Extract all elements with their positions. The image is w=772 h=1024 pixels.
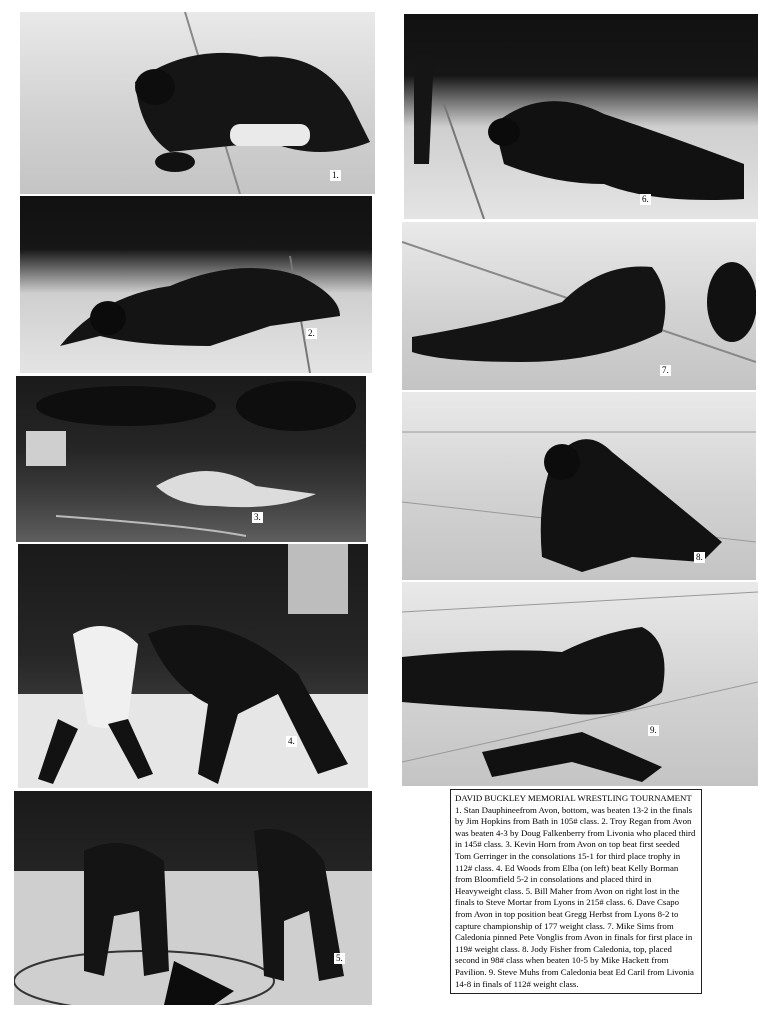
photo-1: [20, 12, 375, 194]
photo-number: 3.: [254, 512, 261, 522]
caption-text: DAVID BUCKLEY MEMORIAL WRESTLING TOURNAMENT 1. Stan Dauphineefrom Avon, bottom, was beaten 13-2 in the finals by Jim Hopkins from Bath in 105# class. 2. Troy Regan from Avon was beaten 4-3 by Doug Falkenberry from Livonia who placed third in 145# class. 3. Kevin Horn from Avon on top beat first seeded Tom Gerringer in the consolations 15-1 for third place trophy in 112# class. 4. Ed Woods from Elba (on left) beat Kelly Borman from Bloomfield 5-2 in consolations and placed third in Heavyweight class. 5. Bill Maher from Avon on right lost in the finals to Steve Mortar from Lyons in 215# class. 6. Dave Csapo from Avon in top position beat Gregg Herbst from Lyons 8-2 to capture championship of 177 weight class. 7. Mike Sims from Caledonia pinned Pete Vonglis from Avon in finals for first place in 119# weight class. 8. Jody Fisher from Caledonia, top, placed second in 98# class when beaten 10-5 by Mike Hackett from Pavilion. 9. Steve Muhs from Caledonia beat Ed Caril from Livonia 14-8 in finals of 112# weight class.: [450, 789, 702, 994]
photo-2: [20, 196, 372, 373]
photo-7: [402, 222, 756, 390]
wrestlers-figure: [402, 222, 756, 390]
photo-number: 8.: [696, 552, 703, 562]
photo-5: [14, 791, 372, 1005]
photo-8: [402, 392, 756, 580]
photo-9: [402, 582, 758, 786]
photo-4: [18, 544, 368, 788]
photo-number: 5.: [336, 953, 343, 963]
wrestlers-figure: [14, 791, 372, 1005]
wrestlers-figure: [18, 544, 368, 788]
photo-3: [16, 376, 366, 542]
photo-number: 4.: [288, 736, 295, 746]
wrestlers-figure: [404, 14, 758, 219]
photo-6: [404, 14, 758, 219]
wrestlers-figure: [20, 196, 372, 373]
photo-number: 1.: [332, 170, 339, 180]
photo-number: 6.: [642, 194, 649, 204]
wrestlers-figure: [402, 582, 758, 786]
photo-number: 7.: [662, 365, 669, 375]
wrestlers-figure: [20, 12, 375, 194]
wrestlers-figure: [16, 376, 366, 542]
photo-number: 2.: [308, 328, 315, 338]
photo-number: 9.: [650, 725, 657, 735]
